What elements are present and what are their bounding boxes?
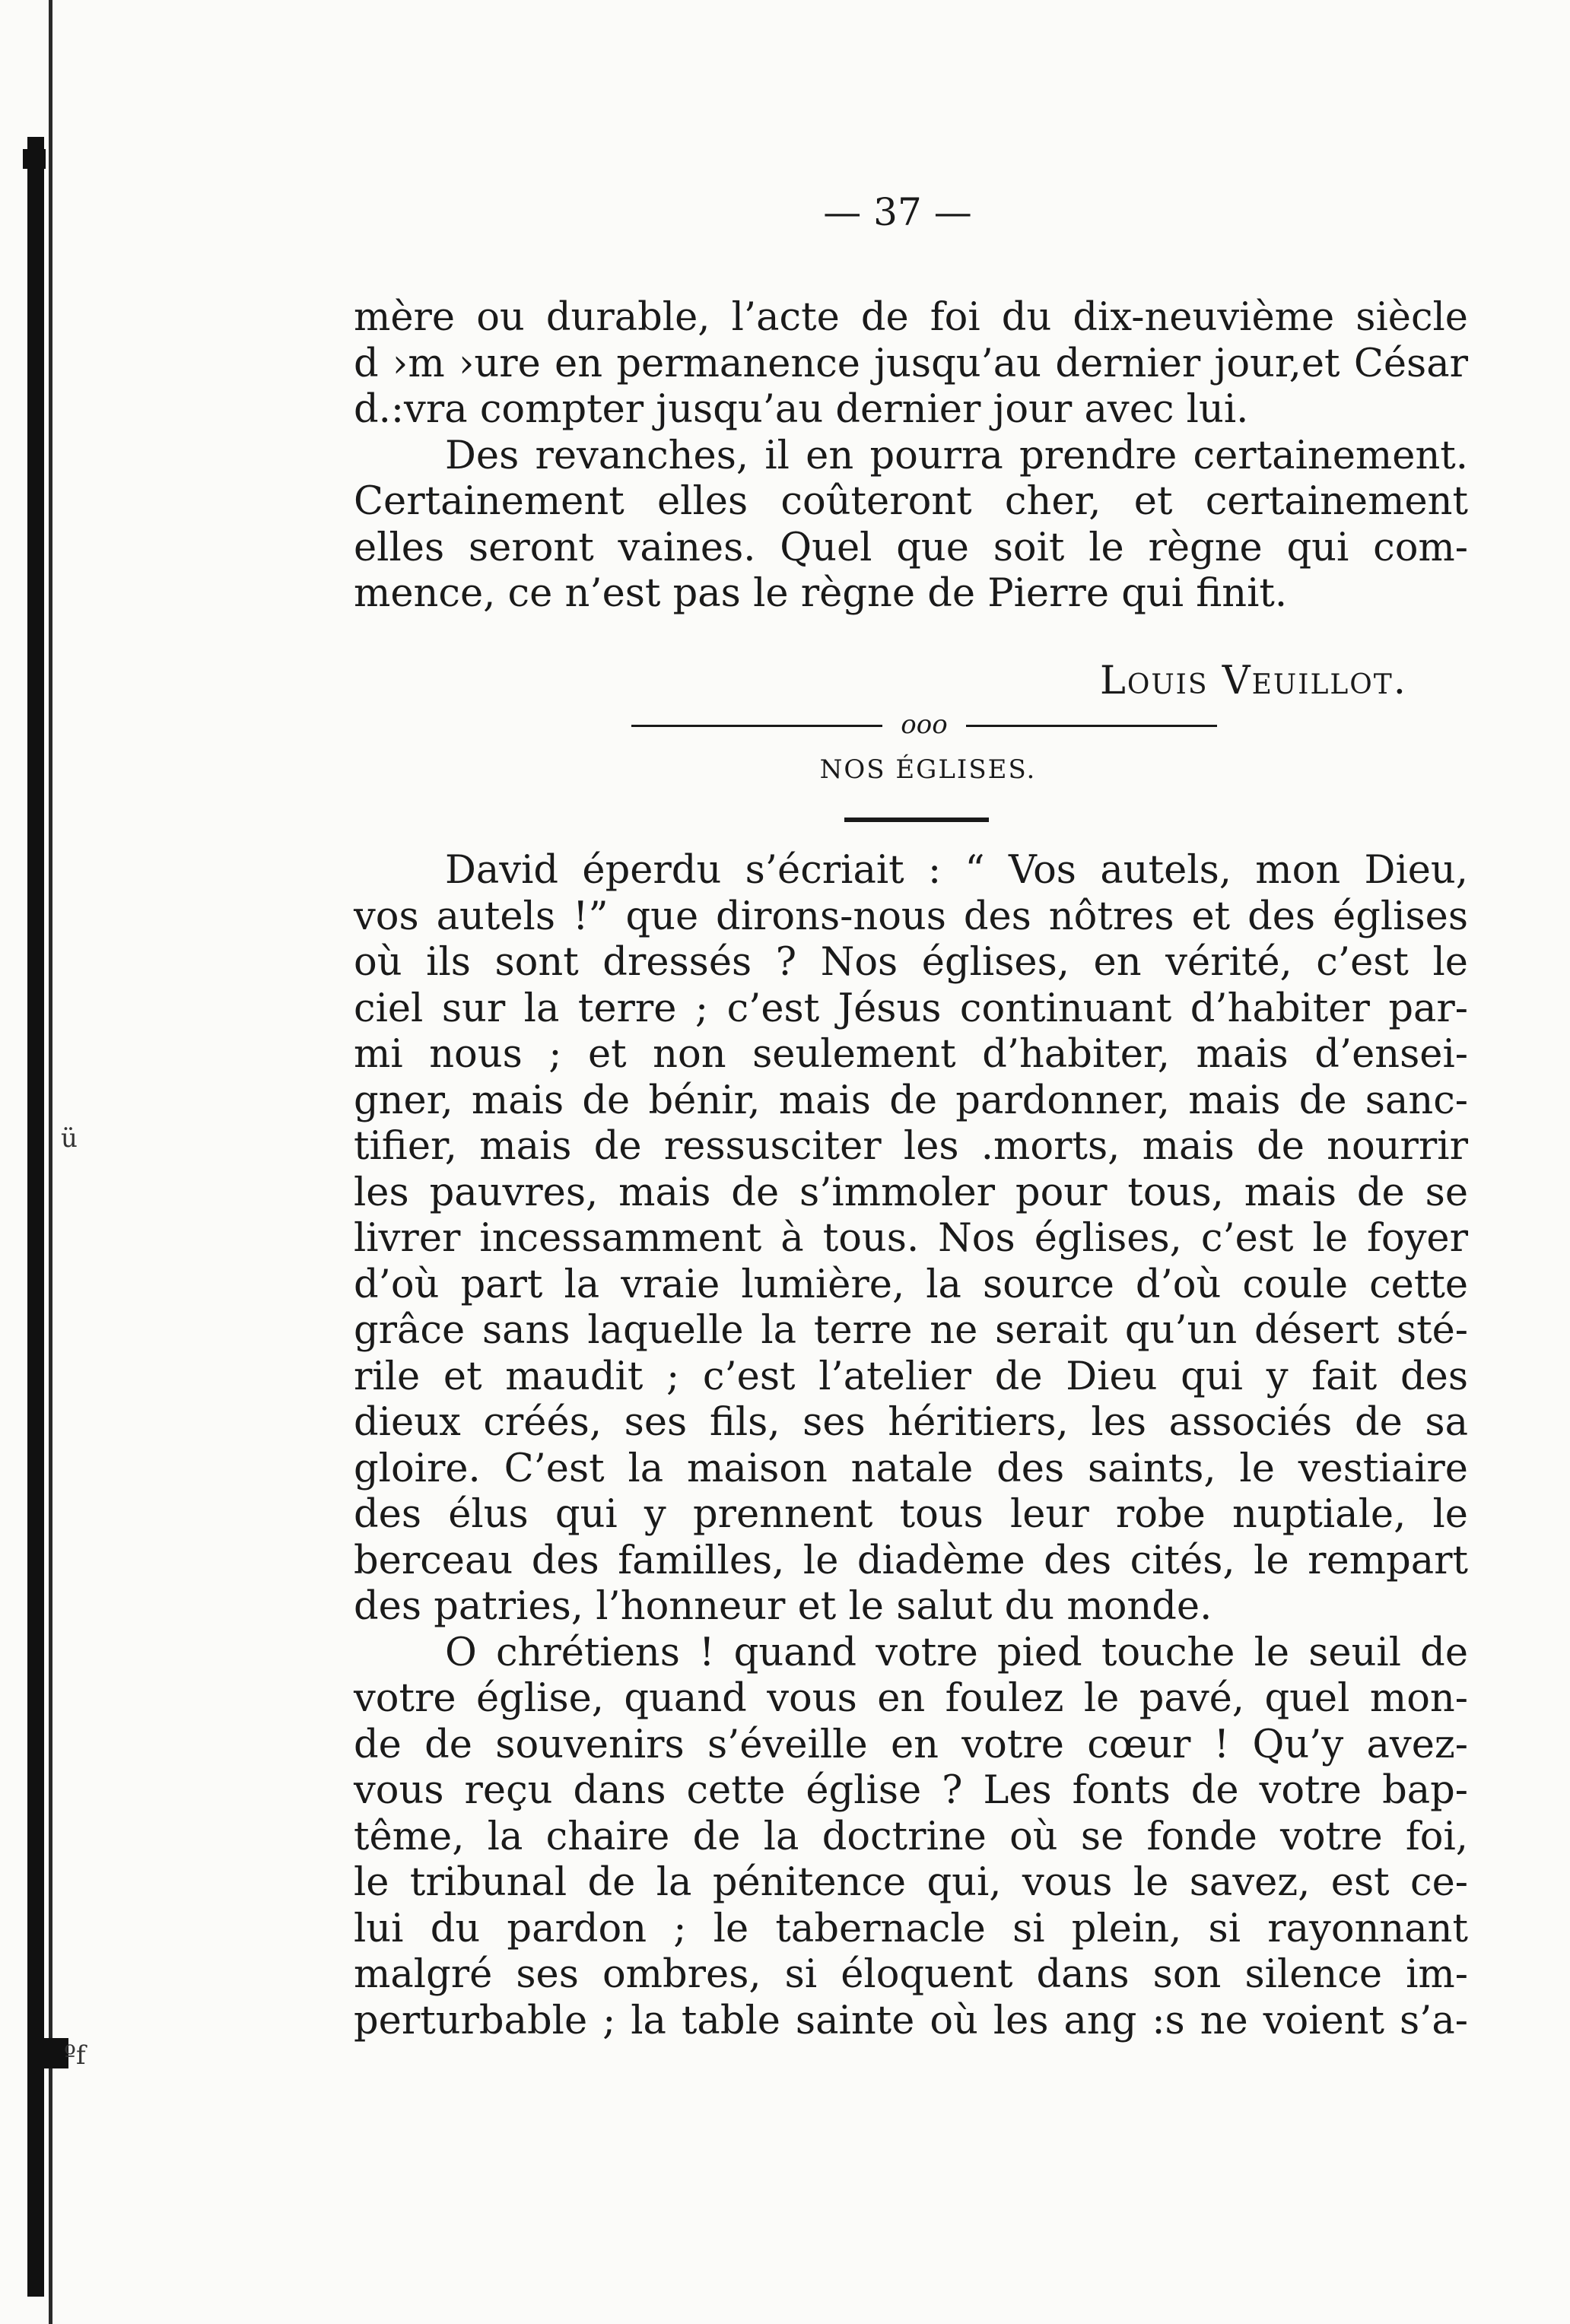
- line: berceau des familles, le diadème des cités, le rempart: [354, 1538, 1468, 1583]
- line: grâce sans laquelle la terre ne serait qu’un désert sté-: [354, 1308, 1468, 1353]
- paragraph: [354, 848, 1468, 1630]
- margin-note: ºf: [64, 2040, 86, 2071]
- line: livrer incessamment à tous. Nos églises, c’est le foyer: [354, 1216, 1468, 1261]
- line: les pauvres, mais de s’immoler pour tous, mais de se: [354, 1170, 1468, 1215]
- line: elles seront vaines. Quel que soit le règne qui com-: [354, 525, 1468, 570]
- line: malgré ses ombres, si éloquent dans son silence im-: [354, 1952, 1468, 1997]
- binding-mark: [23, 149, 46, 169]
- paragraph: [354, 295, 1468, 433]
- line: d ›m ›ure en permanence jusqu’au dernier jour,et César: [354, 341, 1468, 386]
- line: tifier, mais de ressusciter les .morts, mais de nourrir: [354, 1124, 1468, 1169]
- line: d’où part la vraie lumière, la source d’où coule cette: [354, 1262, 1468, 1307]
- text-block-top: [354, 295, 1468, 618]
- section-title: NOS ÉGLISES.: [819, 754, 1037, 785]
- binding-edge: [27, 137, 44, 2297]
- line: vous reçu dans cette église ? Les fonts de votre bap-: [354, 1768, 1468, 1813]
- line: ciel sur la terre ; c’est Jésus continuant d’habiter par-: [354, 986, 1468, 1031]
- binding-edge-thin: [49, 0, 52, 2324]
- margin-note: ü: [61, 1123, 78, 1154]
- paragraph: [354, 1630, 1468, 2045]
- section-separator: [631, 710, 1225, 740]
- line: mi nous ; et non seulement d’habiter, mais d’ensei-: [354, 1032, 1468, 1077]
- line: Certainement elles coûteront cher, et certainement: [354, 479, 1468, 524]
- line: d.:vra compter jusqu’au dernier jour avec lui.: [354, 387, 1249, 432]
- line: dieux créés, ses fils, ses héritiers, les associés de sa: [354, 1400, 1468, 1445]
- text-block-bottom: [354, 848, 1468, 2044]
- line: gloire. C’est la maison natale des saints, le vestiaire: [354, 1446, 1468, 1491]
- separator-ornament: ooo: [901, 710, 948, 740]
- line: de de souvenirs s’éveille en votre cœur ! Qu’y avez-: [354, 1722, 1468, 1767]
- paragraph: [354, 433, 1468, 618]
- line: lui du pardon ; le tabernacle si plein, si rayonnant: [354, 1906, 1468, 1951]
- separator-line: [631, 725, 882, 727]
- line: vos autels !” que dirons-nous des nôtres et des églises: [354, 894, 1468, 939]
- line: mère ou durable, l’acte de foi du dix-neuvième siècle: [354, 295, 1468, 340]
- page-number: — 37 —: [823, 190, 972, 234]
- line: gner, mais de bénir, mais de pardonner, mais de sanc-: [354, 1078, 1468, 1123]
- line: où ils sont dressés ? Nos églises, en vérité, c’est le: [354, 940, 1468, 985]
- author-signature: Louis Veuillot.: [1099, 659, 1407, 703]
- title-rule: [844, 818, 989, 822]
- line: David éperdu s’écriait : “ Vos autels, mon Dieu,: [445, 848, 1468, 893]
- line: Des revanches, il en pourra prendre certainement.: [445, 433, 1468, 478]
- line: tême, la chaire de la doctrine où se fonde votre foi,: [354, 1814, 1468, 1859]
- line: rile et maudit ; c’est l’atelier de Dieu qui y fait des: [354, 1354, 1468, 1399]
- line: des patries, l’honneur et le salut du monde.: [354, 1584, 1212, 1629]
- line: perturbable ; la table sainte où les ang :s ne voient s’a-: [354, 1998, 1468, 2043]
- separator-line: [966, 725, 1217, 727]
- line: mence, ce n’est pas le règne de Pierre qui finit.: [354, 571, 1288, 616]
- line: le tribunal de la pénitence qui, vous le savez, est ce-: [354, 1860, 1468, 1905]
- line: votre église, quand vous en foulez le pavé, quel mon-: [354, 1676, 1468, 1721]
- line: O chrétiens ! quand votre pied touche le seuil de: [445, 1630, 1468, 1675]
- line: des élus qui y prennent tous leur robe nuptiale, le: [354, 1492, 1468, 1537]
